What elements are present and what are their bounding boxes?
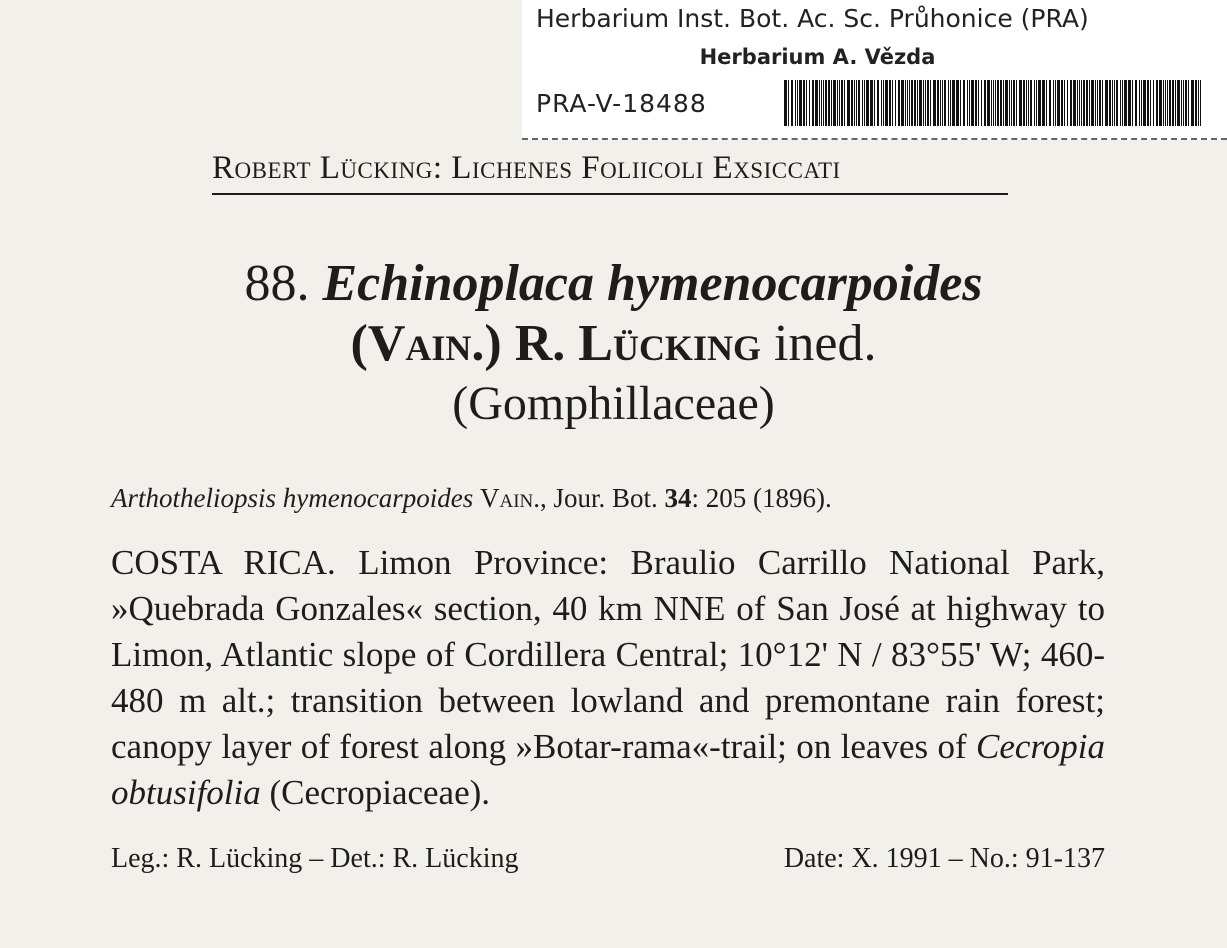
specimen-id: PRA-V-18488	[536, 89, 707, 118]
host-plant: Cecropia obtusifolia	[111, 727, 1106, 812]
nomenclatural-status: ined.	[773, 315, 877, 372]
basionym-author: Vain.,	[479, 483, 547, 513]
locality-text: COSTA RICA. Limon Province: Braulio Carrillo National Park, »Quebrada Gonzales« section, 40 km NNE of San José at highway to Limon, Atlantic slope of Cordillera Central; 10°12' N / 83°55' W; 460-480 m alt.; transition between lowland and premontane rain forest; canopy layer of forest along »Botar-rama«-trail; on leaves of	[111, 543, 1105, 766]
herbarium-institution: Herbarium Inst. Bot. Ac. Sc. Průhonice (PRA)	[536, 4, 1089, 33]
exsiccata-number: 88.	[244, 255, 310, 312]
herbarium-collection	[522, 45, 1227, 69]
barcode	[784, 80, 1206, 126]
locality-description	[111, 540, 1105, 816]
species-name: Echinoplaca hymenocarpoides	[322, 255, 983, 312]
collector-determiner: Leg.: R. Lücking – Det.: R. Lücking	[111, 843, 519, 874]
authority: R. Lücking	[514, 315, 761, 372]
collection-text: Herbarium A. Vězda	[699, 45, 936, 69]
basionym-citation	[111, 483, 832, 514]
host-family: (Cecropiaceae).	[269, 773, 491, 812]
species-title	[0, 254, 1227, 434]
series-title: Robert Lücking: Lichenes Foliicoli Exsiccati	[212, 150, 841, 186]
date-number: Date: X. 1991 – No.: 91-137	[783, 843, 1105, 874]
title-line-1	[0, 254, 1227, 314]
herbarium-label	[522, 0, 1227, 140]
authority-paren: (Vain.)	[350, 315, 502, 372]
title-line-2	[0, 314, 1227, 374]
family-name: (Gomphillaceae)	[452, 377, 775, 430]
journal-pages: : 205 (1896).	[691, 483, 832, 513]
series-underline	[212, 193, 1008, 195]
basionym-name: Arthotheliopsis hymenocarpoides	[111, 483, 474, 513]
journal-volume: 34	[664, 483, 692, 513]
journal-name: Jour. Bot.	[553, 483, 658, 513]
